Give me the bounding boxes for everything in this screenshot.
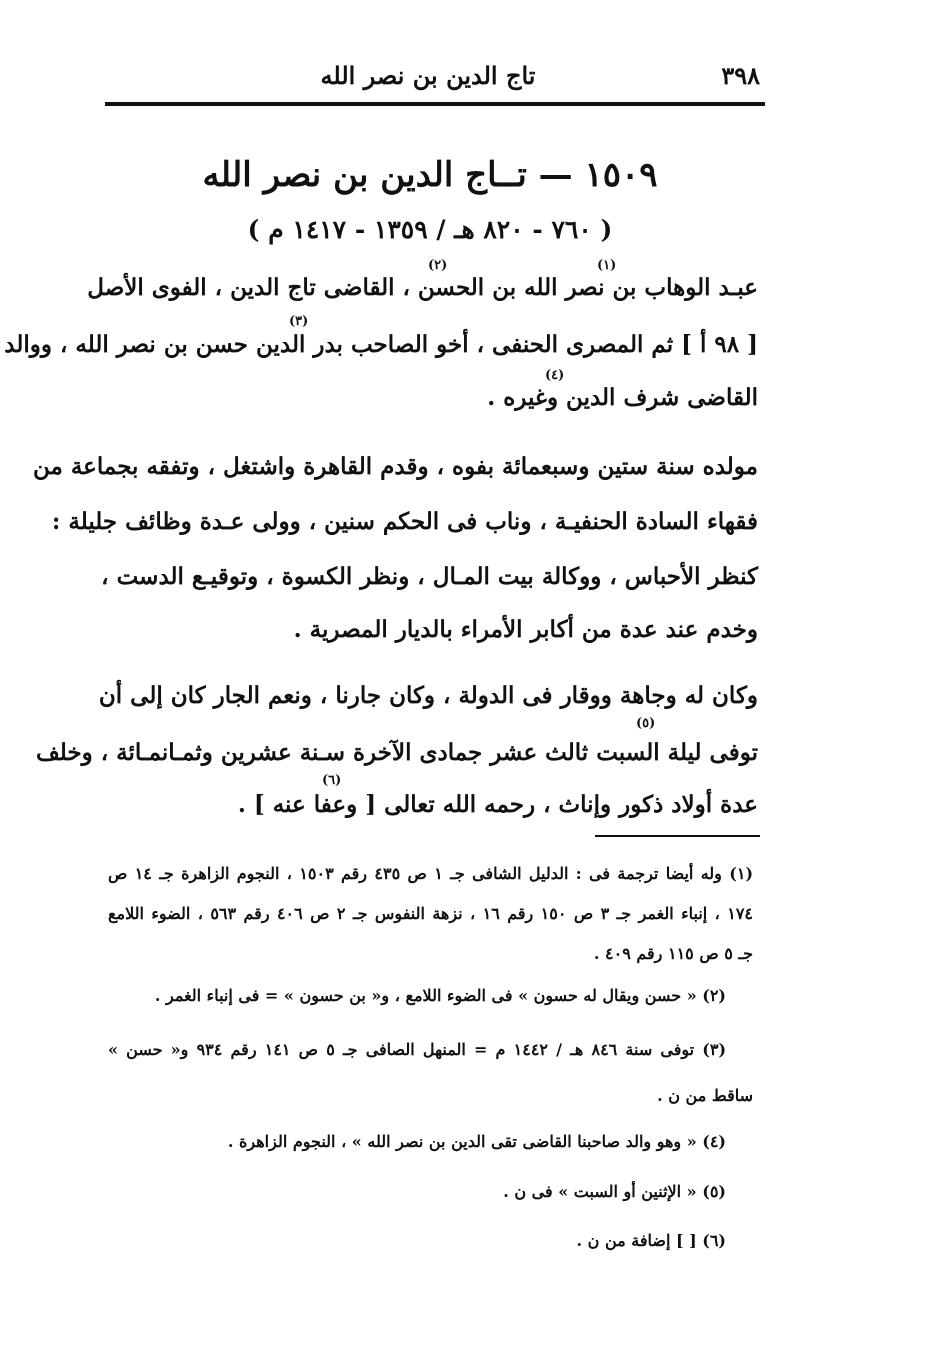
- footnote-line: جـ ٥ ص ١١٥ رقم ٤٠٩ .: [593, 944, 753, 963]
- paragraph-line: وخدم عند عدة من أكابر الأمراء بالديار المصرية .: [293, 616, 758, 643]
- entry-title: ١٥٠٩ — تــاج الدين بن نصر الله: [202, 155, 658, 195]
- footnote-line: (١) وله أيضا ترجمة فى : الدليل الشافى جـ ١ ص ٤٣٥ رقم ١٥٠٣ ، النجوم الزاهرة جـ ١٤ ص: [108, 864, 754, 883]
- footnote-line: (٤) « وهو والد صاحبنا القاضى تقى الدين بن نصر الله » ، النجوم الزاهرة .: [227, 1132, 726, 1151]
- paragraph-line: [ ٩٨ أ ] ثم المصرى الحنفى ، أخو الصاحب بدر الدين حسن بن نصر الله ، ووالد: [4, 331, 758, 358]
- paragraph-line: مولده سنة ستين وسبعمائة بفوه ، وقدم القاهرة واشتغل ، وتفقه بجماعة من: [33, 453, 758, 480]
- paragraph-line: فقهاء السادة الحنفيـة ، وناب فى الحكم سنين ، وولى عـدة وظائف جليلة :: [51, 508, 758, 535]
- paragraph-line: القاضى شرف الدين وغيره .: [487, 384, 758, 411]
- paragraph-line: توفى ليلة السبت ثالث عشر جمادى الآخرة سـنة عشرين وثمـانمـائة ، وخلف: [35, 739, 758, 766]
- footnote-line: (٢) « حسن ويقال له حسون » فى الضوء اللامع ، و« بن حسون » = فى إنباء الغمر .: [154, 986, 726, 1005]
- footnote-line: ساقط من ن .: [657, 1086, 753, 1105]
- note-marker: (٤): [545, 368, 565, 383]
- header-rule: [105, 102, 765, 106]
- note-marker: (٥): [636, 716, 656, 731]
- footnote-rule: [595, 835, 760, 837]
- note-marker: (٦): [322, 773, 342, 788]
- note-marker: (٢): [428, 258, 448, 273]
- note-marker: (١): [597, 258, 617, 273]
- footnote-line: ١٧٤ ، إنباء الغمر جـ ٣ ص ١٥٠ رقم ١٦ ، نزهة النفوس جـ ٢ ص ٤٠٦ رقم ٥٦٣ ، الضوء اللامع: [108, 904, 754, 923]
- paragraph-line: وكان له وجاهة ووقار فى الدولة ، وكان جارنا ، ونعم الجار كان إلى أن: [98, 682, 758, 709]
- entry-dates: ( ٧٦٠ - ٨٢٠ هـ / ١٣٥٩ - ١٤١٧ م ): [247, 215, 613, 244]
- footnote-line: (٥) « الإثنين أو السبت » فى ن .: [503, 1182, 726, 1201]
- paragraph-line: عدة أولاد ذكور وإناث ، رحمه الله تعالى [ وعفا عنه ] .: [237, 791, 758, 818]
- paragraph-line: كنظر الأحباس ، ووكالة بيت المـال ، ونظر الكسوة ، وتوقيـع الدست ،: [101, 563, 758, 590]
- paragraph-line: عبـد الوهاب بن نصر الله بن الحسن ، القاضى تاج الدين ، الفوى الأصل: [87, 274, 758, 301]
- running-title: تاج الدين بن نصر الله: [320, 61, 536, 90]
- note-marker: (٣): [289, 314, 309, 329]
- page-number: ٣٩٨: [721, 61, 760, 90]
- footnote-line: (٣) توفى سنة ٨٤٦ هـ / ١٤٤٢ م = المنهل الصافى جـ ٥ ص ١٤١ رقم ٩٣٤ و« حسن »: [108, 1040, 727, 1059]
- footnote-line: (٦) [ ] إضافة من ن .: [576, 1231, 726, 1250]
